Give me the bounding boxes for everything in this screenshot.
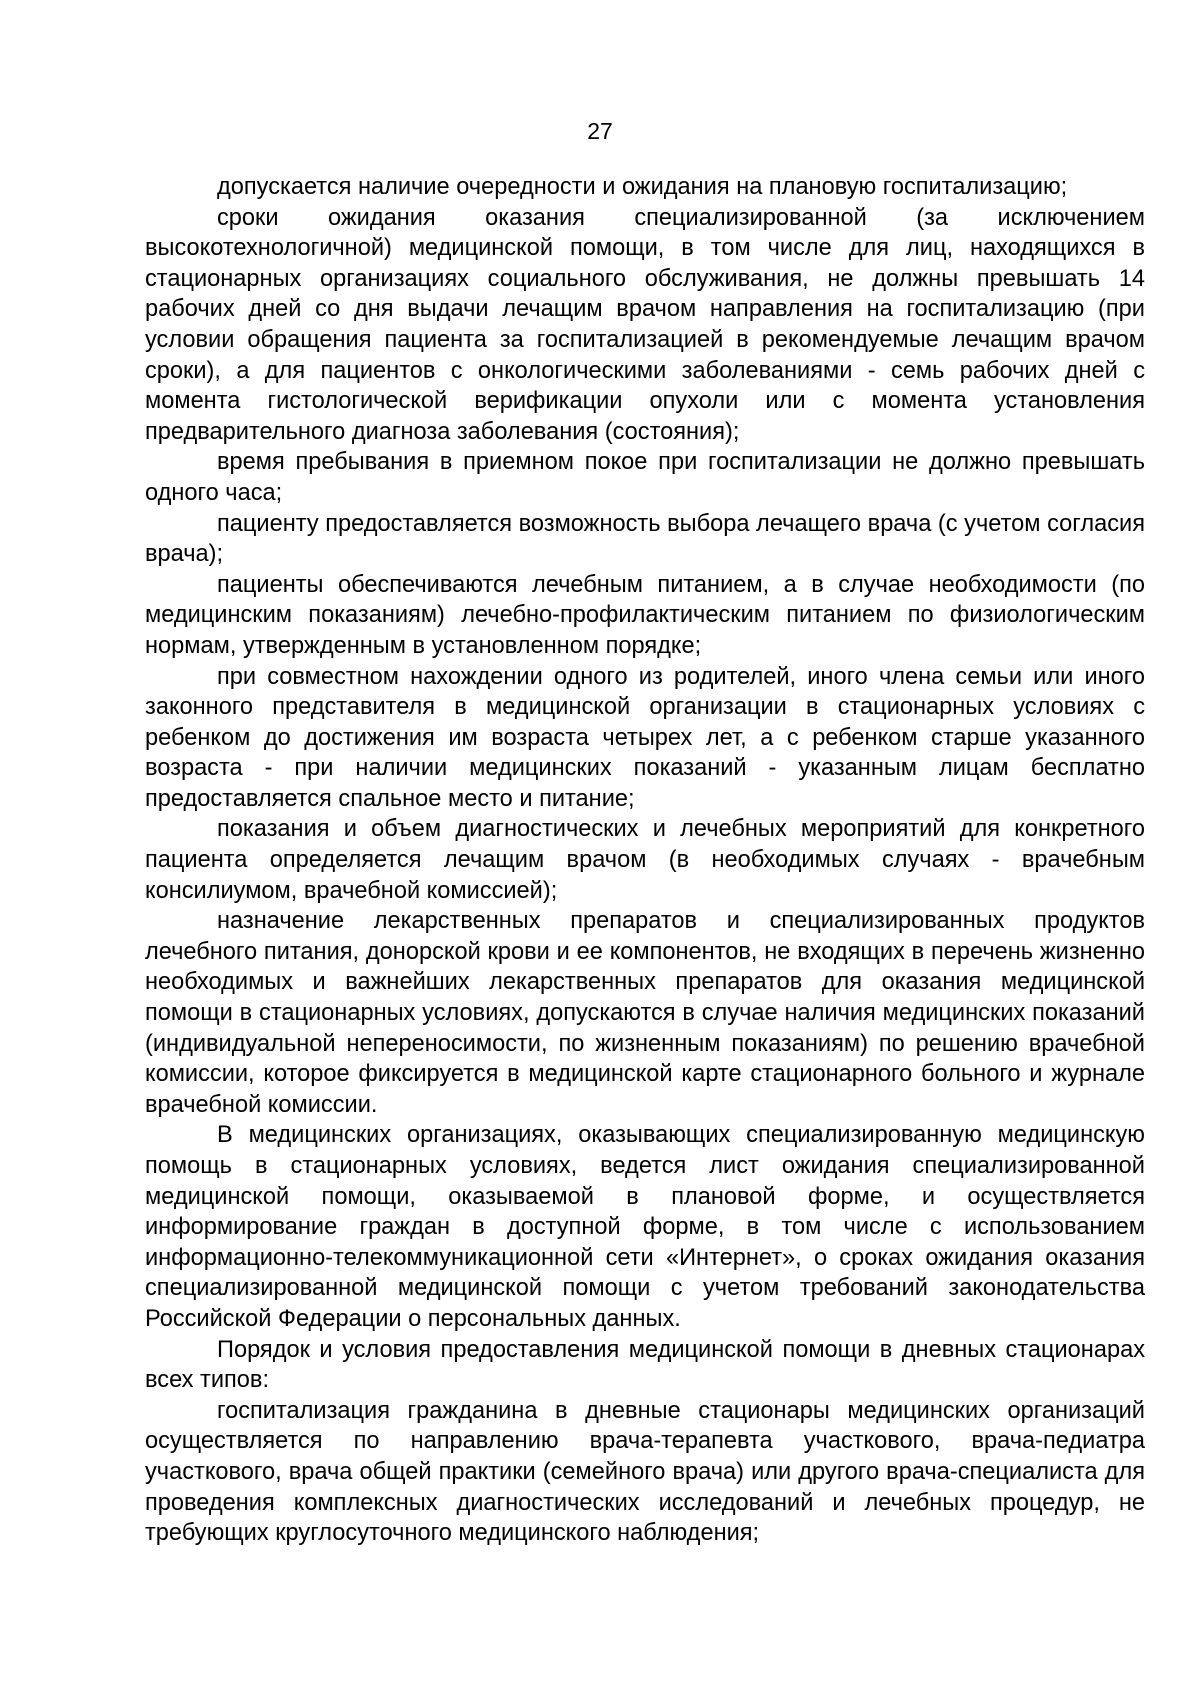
paragraph-waiting-terms: сроки ожидания оказания специализированной (за исключением высокотехнологичной) медицинской помощи, в том числе для лиц, находящихся в стационарных организациях социального обслуживания, не должны превышать 14 рабочих дней со дня выдачи лечащим врачом направления на госпитализацию (при условии обращения пациента за госпитализацией в рекомендуемые лечащим врачом сроки), а для пациентов с онкологическими заболеваниями - семь рабочих дней с момента гистологической верификации опухоли или с момента установления предварительного диагноза заболевания (состояния);	[145, 204, 1145, 445]
paragraph-admission-time: время пребывания в приемном покое при госпитализации не должно превышать одного часа;	[145, 449, 1145, 506]
paragraph-doctor-choice: пациенту предоставляется возможность выбора лечащего врача (с учетом согласия врача);	[145, 510, 1145, 568]
document-body	[145, 172, 1145, 1549]
paragraph-day-hospital-heading: Порядок и условия предоставления медицинской помощи в дневных стационарах всех типов:	[145, 1336, 1145, 1394]
page-number: 27	[587, 118, 613, 144]
paragraph-indications: показания и объем диагностических и лечебных мероприятий для конкретного пациента определяется лечащим врачом (в необходимых случаях - врачебным консилиумом, врачебной комиссией);	[145, 816, 1145, 904]
paragraph-waiting-list: В медицинских организациях, оказывающих специализированную медицинскую помощь в стационарных условиях, ведется лист ожидания специализированной медицинской помощи, оказываемой в плановой форме, и осуществляется информирование граждан в доступной форме, в том числе с использованием информационно-телекоммуникационной сети «Интернет», о сроках ожидания оказания специализированной медицинской помощи с учетом требований законодательства Российской Федерации о персональных данных.	[145, 1122, 1145, 1332]
paragraph-parent-stay: при совместном нахождении одного из родителей, иного члена семьи или иного законного представителя в медицинской организации в стационарных условиях с ребенком до достижения им возраста четырех лет, а с ребенком старше указанного возраста - при наличии медицинских показаний - указанным лицам бесплатно предоставляется спальное место и питание;	[145, 663, 1145, 812]
paragraph-day-hospital-admission: госпитализация гражданина в дневные стационары медицинских организаций осуществляется по направлению врача-терапевта участкового, врача-педиатра участкового, врача общей практики (семейного врача) или другого врача-специалиста для проведения комплексных диагностических исследований и лечебных процедур, не требующих круглосуточного медицинского наблюдения;	[145, 1397, 1145, 1547]
paragraph-waiting-queue: допускается наличие очередности и ожидания на плановую госпитализацию;	[217, 174, 1068, 200]
paragraph-medication: назначение лекарственных препаратов и специализированных продуктов лечебного питания, донорской крови и ее компонентов, не входящих в перечень жизненно необходимых и важнейших лекарственных препаратов для оказания медицинской помощи в стационарных условиях, допускаются в случае наличия медицинских показаний (индивидуальной непереносимости, по жизненным показаниям) по решению врачебной комиссии, которое фиксируется в медицинской карте стационарного больного и журнале врачебной комиссии.	[145, 908, 1145, 1118]
paragraph-nutrition: пациенты обеспечиваются лечебным питанием, а в случае необходимости (по медицинским показаниям) лечебно-профилактическим питанием по физиологическим нормам, утвержденным в установленном порядке;	[145, 571, 1145, 659]
